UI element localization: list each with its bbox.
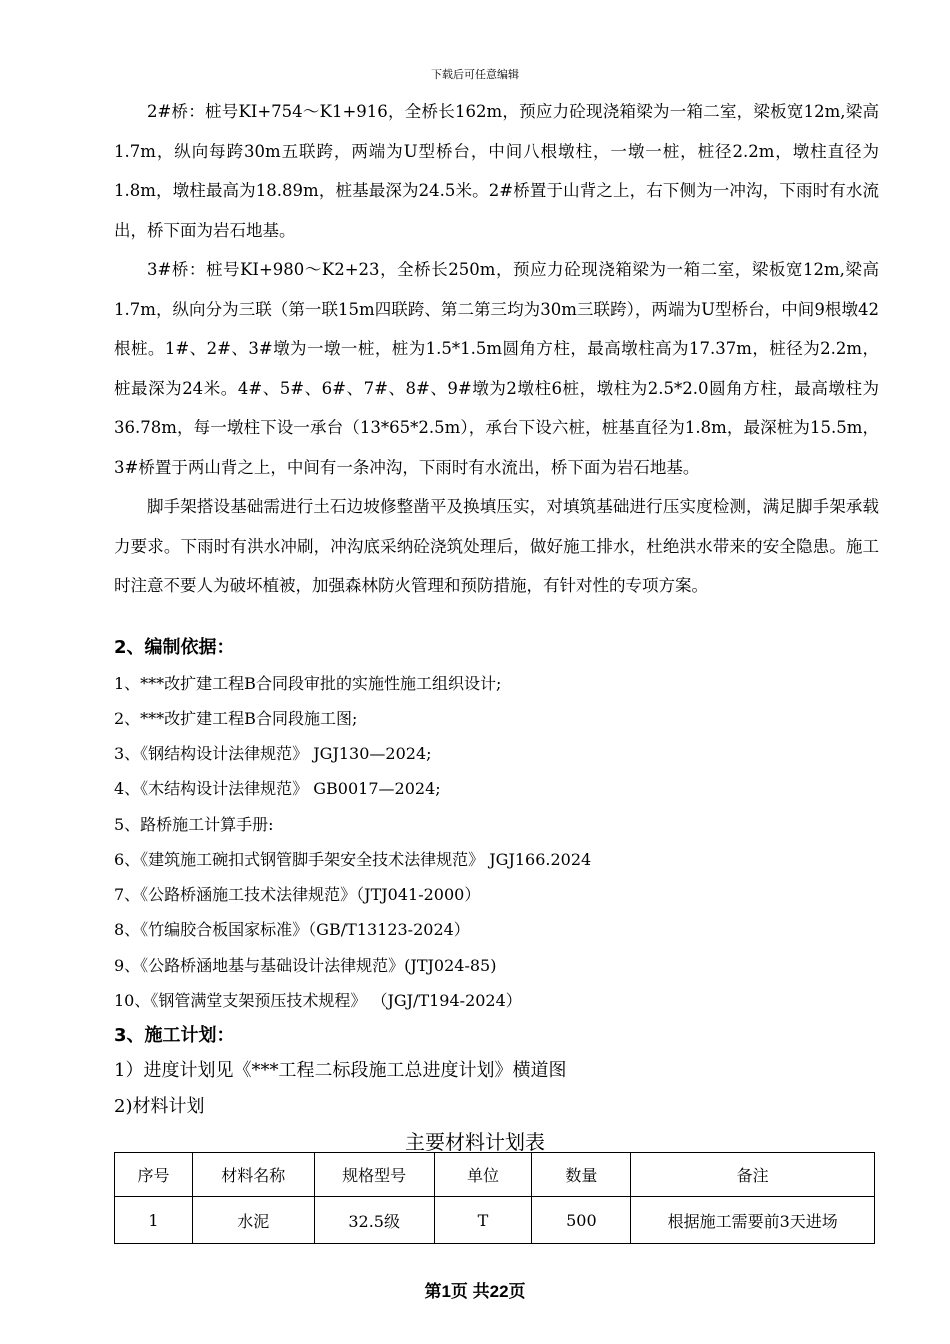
header-cell: 规格型号 [314, 1153, 434, 1197]
reference-item: 3、《钢结构设计法律规范》 JGJ130—2024; [114, 744, 432, 763]
section2-heading: 2、编制依据： [114, 637, 235, 658]
table-cell: 水泥 [192, 1197, 314, 1244]
table-row [115, 1197, 875, 1244]
body-text [114, 92, 879, 606]
page-header: 下载后可任意编辑 [431, 68, 519, 81]
reference-item: 5、路桥施工计算手册: [114, 815, 274, 834]
header-cell: 序号 [115, 1153, 193, 1197]
section3-heading: 3、施工计划： [114, 1025, 235, 1046]
reference-item: 2、***改扩建工程B合同段施工图; [114, 709, 358, 728]
plan-item: 2)材料计划 [114, 1096, 205, 1117]
reference-item: 1、***改扩建工程B合同段审批的实施性施工组织设计; [114, 674, 502, 693]
header-cell: 数量 [532, 1153, 631, 1197]
table-cell: 32.5级 [314, 1197, 434, 1244]
table-header-row [115, 1153, 875, 1197]
table-cell: 根据施工需要前3天进场 [631, 1197, 875, 1244]
table-cell: 500 [532, 1197, 631, 1244]
paragraph-scaffold: 脚手架搭设基础需进行土石边坡修整凿平及换填压实，对填筑基础进行压实度检测，满足脚手架承载力要求。下雨时有洪水冲刷，冲沟底采纳砼浇筑处理后，做好施工排水，杜绝洪水带来的安全隐患。施工时注意不要人为破坏植被，加强森林防火管理和预防措施，有针对性的专项方案。 [114, 497, 879, 595]
header-cell: 单位 [434, 1153, 532, 1197]
reference-item: 9、《公路桥涵地基与基础设计法律规范》(JTJ024-85) [114, 956, 497, 975]
reference-item: 7、《公路桥涵施工技术法律规范》（JTJ041-2000） [114, 885, 481, 904]
table-cell: T [434, 1197, 532, 1244]
paragraph-bridge-3: 3#桥：桩号KI+980～K2+23，全桥长250m，预应力砼现浇箱梁为一箱二室，梁板宽12m,梁高1.7m，纵向分为三联（第一联15m四联跨、第二第三均为30m三联跨），两端为U型桥台，中间9根墩42根桩。1#、2#、3#墩为一墩一桩，桩为1.5*1.5m圆角方柱，最高墩柱高为17.37m，桩径为2.2m，桩最深为24米。4#、5#、6#、7#、8#、9#墩为2墩柱6桩，墩柱为2.5*2.0圆角方柱，最高墩柱为36.78m，每一墩柱下设一承台（13*65*2.5m），承台下设六桩，桩基直径为1.8m，最深桩为15.5m，3#桥置于两山背之上，中间有一条冲沟，下雨时有水流出，桥下面为岩石地基。 [114, 260, 879, 477]
reference-item: 6、《建筑施工碗扣式钢管脚手架安全技术法律规范》 JGJ166.2024 [114, 850, 592, 869]
materials-table [114, 1152, 875, 1244]
paragraph-bridge-2: 2#桥：桩号KI+754～K1+916，全桥长162m，预应力砼现浇箱梁为一箱二室，梁板宽12m,梁高1.7m，纵向每跨30m五联跨，两端为U型桥台，中间八根墩柱，一墩一桩，桩径2.2m，墩柱直径为1.8m，墩柱最高为18.89m，桩基最深为24.5米。2#桥置于山背之上，右下侧为一冲沟，下雨时有水流出，桥下面为岩石地基。 [114, 102, 879, 240]
header-cell: 备注 [631, 1153, 875, 1197]
plan-item: 1）进度计划见《***工程二标段施工总进度计划》横道图 [114, 1060, 567, 1081]
reference-item: 4、《木结构设计法律规范》 GB0017—2024; [114, 779, 441, 798]
reference-item: 8、《竹编胶合板国家标准》（GB/T13123-2024） [114, 920, 470, 939]
table-title: 主要材料计划表 [405, 1130, 545, 1154]
page-footer: 第1页 共22页 [424, 1282, 526, 1301]
table-cell: 1 [115, 1197, 193, 1244]
reference-item: 10、《钢管满堂支架预压技术规程》 （JGJ/T194-2024） [114, 991, 522, 1010]
header-cell: 材料名称 [192, 1153, 314, 1197]
